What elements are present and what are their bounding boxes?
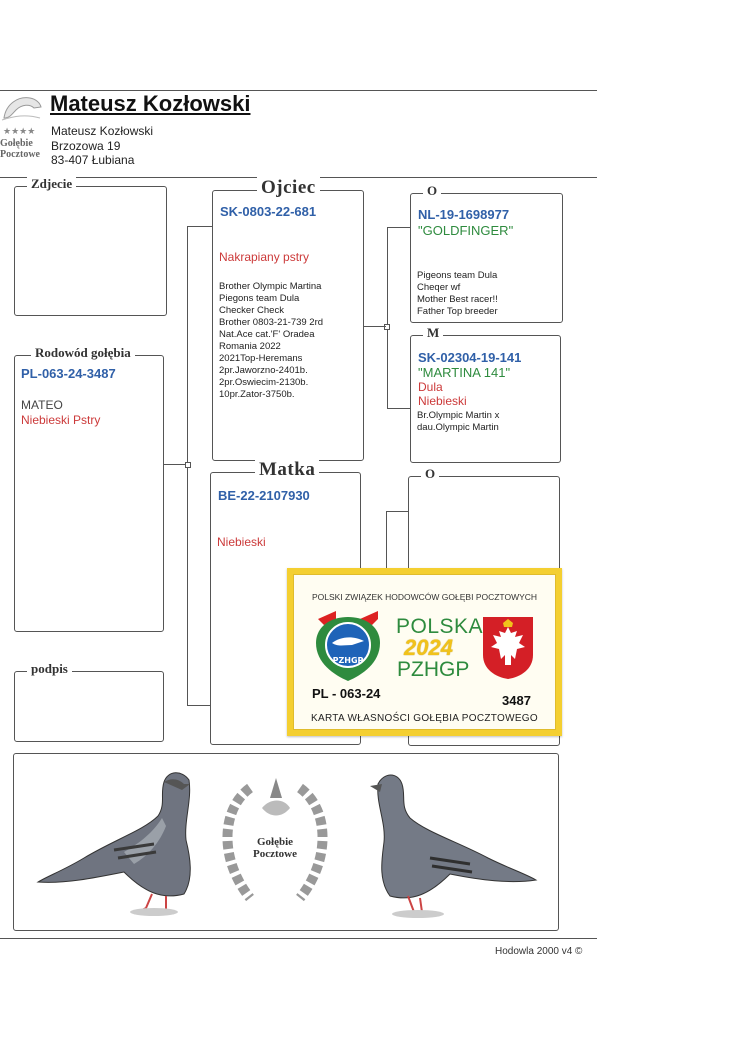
logo <box>0 88 44 164</box>
emblem-line2: Pocztowe <box>253 848 297 860</box>
father-mother-notes <box>417 410 499 434</box>
father-father-notes <box>417 270 498 318</box>
logo-text-line2: Pocztowe <box>0 149 40 160</box>
father-ring: SK-0803-22-681 <box>220 204 317 219</box>
father-father-ring: NL-19-1698977 <box>418 207 510 222</box>
father-mother-note-line: Br.Olympic Martin x <box>417 410 500 421</box>
card-year: 2024 <box>404 635 453 660</box>
father-note-line: Nat.Ace cat.'F' Oradea <box>219 329 315 340</box>
address-street: Brzozowa 19 <box>51 138 121 153</box>
footer-rule <box>0 938 597 939</box>
father-box <box>212 177 364 461</box>
pigeon-color: Niebieski Pstry <box>21 413 101 427</box>
card-ring-right: 3487 <box>502 693 531 708</box>
father-note-line: 2pr.Jaworzno-2401b. <box>219 365 308 376</box>
father-notes <box>219 281 323 401</box>
polish-eagle-icon <box>481 615 535 681</box>
father-mother-box <box>410 325 561 463</box>
emblem-text <box>250 836 300 860</box>
father-father-note-line: Father Top breeder <box>417 306 498 317</box>
address-name: Mateusz Kozłowski <box>51 124 154 138</box>
father-mother-breeder: Dula <box>418 380 443 394</box>
card-footer: KARTA WŁASNOŚCI GOŁĘBIA POCZTOWEGO <box>311 713 538 724</box>
owner-address <box>51 124 153 168</box>
mother-ring: BE-22-2107930 <box>218 488 310 503</box>
badge-text: PZHGP <box>332 656 364 665</box>
father-mother-name: "MARTINA 141" <box>418 365 511 380</box>
left-pigeon-icon <box>34 760 204 920</box>
father-mother-note-line: dau.Olympic Martin <box>417 422 499 433</box>
pzhgp-badge-icon <box>310 609 386 683</box>
father-father-note-line: Pigeons team Dula <box>417 270 498 281</box>
father-note-line: 2pr.Oswiecim-2130b. <box>219 377 309 388</box>
right-pigeon-icon <box>360 762 540 922</box>
father-father-note-line: Mother Best racer!! <box>417 294 498 305</box>
mother-father-label: O <box>421 466 439 482</box>
svg-text:★★★★: ★★★★ <box>3 127 36 137</box>
emblem-line1: Gołębie <box>256 836 294 848</box>
father-mother-label: M <box>423 325 443 341</box>
mother-color: Niebieski <box>217 535 266 549</box>
father-parents-connector <box>387 227 410 409</box>
address-city: 83-407 Łubiana <box>51 153 135 167</box>
signature-box <box>14 661 164 742</box>
father-note-line: Brother 0803-21-739 2rd <box>219 317 324 328</box>
father-note-line: Brother Olympic Martina <box>219 281 322 292</box>
father-color: Nakrapiany pstry <box>219 250 310 264</box>
father-note-line: Piegons team Dula <box>219 293 300 304</box>
connector-node <box>384 324 390 330</box>
father-note-line: 2021Top-Heremans <box>219 353 303 364</box>
card-country: POLSKA <box>396 615 484 638</box>
father-note-line: 10pr.Zator-3750b. <box>219 389 295 400</box>
pigeon-name: MATEO <box>21 398 63 412</box>
card-ring-left: PL - 063-24 <box>312 686 381 701</box>
software-credit: Hodowla 2000 v4 © <box>495 946 583 957</box>
logo-text-line1: Gołębie <box>0 138 33 149</box>
pigeon-ring: PL-063-24-3487 <box>21 366 116 381</box>
ownership-card <box>287 568 562 736</box>
card-header: POLSKI ZWIĄZEK HODOWCÓW GOŁĘBI POCZTOWYCH <box>311 592 538 602</box>
father-father-label: O <box>423 183 441 199</box>
father-note-line: Romania 2022 <box>219 341 281 352</box>
father-father-box <box>410 183 563 323</box>
photo-box <box>14 176 167 316</box>
father-link <box>364 326 386 327</box>
photo-label: Zdjecie <box>27 176 76 192</box>
signature-label: podpis <box>27 661 72 677</box>
father-mother-color: Niebieski <box>418 394 467 408</box>
father-mother-ring: SK-02304-19-141 <box>418 350 522 365</box>
owner-title: Mateusz Kozłowski <box>50 91 251 116</box>
father-note-line: Checker Check <box>219 305 284 316</box>
connector-node <box>185 462 191 468</box>
pigeon-box <box>14 345 164 632</box>
pigeon-banner <box>13 753 559 931</box>
card-org: PZHGP <box>397 658 470 681</box>
pigeon-label: Rodowód gołębia <box>31 345 135 361</box>
father-father-name: "GOLDFINGER" <box>418 223 514 238</box>
pigeon-logo-icon <box>0 88 44 138</box>
pigeon-link <box>164 464 186 465</box>
father-label: Ojciec <box>257 177 320 199</box>
mother-label: Matka <box>255 459 319 481</box>
father-father-note-line: Cheqer wf <box>417 282 461 293</box>
